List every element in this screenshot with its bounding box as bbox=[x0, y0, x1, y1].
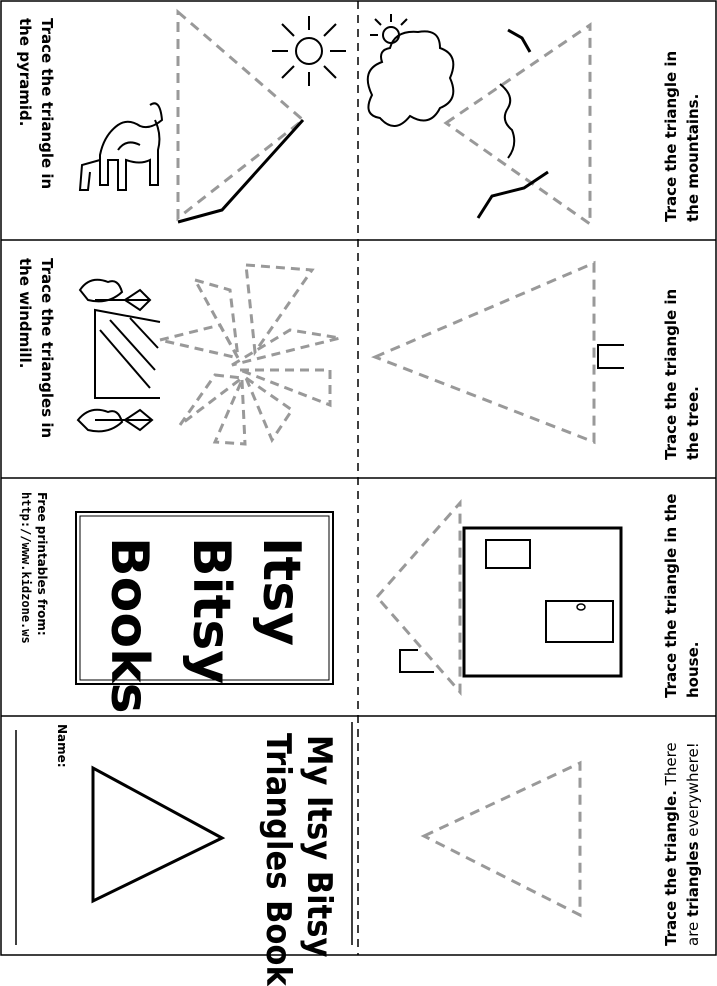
door-knob bbox=[577, 604, 585, 610]
mountain-ridge-middle bbox=[500, 84, 514, 158]
camel-icon bbox=[80, 103, 162, 190]
mountains-caption: Trace the triangle in the mountains. bbox=[662, 50, 702, 222]
triangle-caption-part3: everywhere! bbox=[684, 742, 702, 842]
tree-caption: Trace the triangle in the tree. bbox=[662, 288, 702, 460]
house-caption: Trace the triangle in the house. bbox=[662, 493, 702, 698]
windmill-blades bbox=[160, 265, 340, 444]
book-title-line2: Triangles Book bbox=[258, 733, 298, 986]
name-label: Name: bbox=[55, 724, 69, 768]
house-chimney bbox=[400, 650, 434, 672]
windmill-caption: Trace the triangles in the windmill. bbox=[16, 258, 56, 439]
cover-word-bitsy: Bitsy bbox=[181, 537, 241, 685]
pyramid-caption: Trace the triangle in the pyramid. bbox=[16, 18, 56, 190]
windmill-building bbox=[95, 310, 160, 398]
plain-dashed-triangle bbox=[424, 763, 580, 915]
triangle-caption bbox=[660, 731, 704, 946]
house-window bbox=[486, 540, 530, 568]
cover-word-itsy: Itsy bbox=[251, 537, 311, 647]
free-printables-label: Free printables from: bbox=[35, 492, 49, 636]
mountain-ridge-bottom bbox=[478, 172, 548, 218]
house-door bbox=[546, 601, 613, 642]
pyramid-dashed-triangle bbox=[178, 12, 303, 218]
mountain-ridge-top bbox=[508, 30, 530, 52]
kidzone-url: http://www.kidzone.ws bbox=[19, 492, 33, 644]
windmill-illustration bbox=[78, 265, 340, 444]
mountains-dashed-triangle bbox=[446, 25, 590, 224]
sun-icon bbox=[272, 16, 346, 86]
tree-illustration bbox=[375, 263, 624, 442]
house-dashed-roof bbox=[377, 503, 460, 692]
title-triangle bbox=[93, 768, 222, 901]
triangle-caption-part1: There bbox=[662, 742, 680, 791]
triangle-caption-part2: are bbox=[684, 916, 702, 946]
mountain-sun-icon bbox=[370, 14, 407, 43]
mountains-illustration bbox=[368, 14, 590, 224]
tree-trunk bbox=[598, 345, 624, 368]
cloud-icon bbox=[368, 31, 454, 126]
house-illustration bbox=[377, 503, 621, 692]
book-title-line1: My Itsy Bitsy bbox=[299, 735, 339, 958]
pyramid-illustration bbox=[80, 12, 346, 222]
cover-word-books: Books bbox=[99, 537, 159, 714]
tree-dashed-triangle bbox=[375, 263, 594, 442]
tulip-icon-bottom bbox=[78, 410, 152, 432]
tulip-icon-top bbox=[80, 280, 150, 310]
triangle-caption-bold: Trace the triangle. bbox=[662, 790, 680, 946]
triangle-caption-bold2: triangles bbox=[684, 841, 702, 917]
